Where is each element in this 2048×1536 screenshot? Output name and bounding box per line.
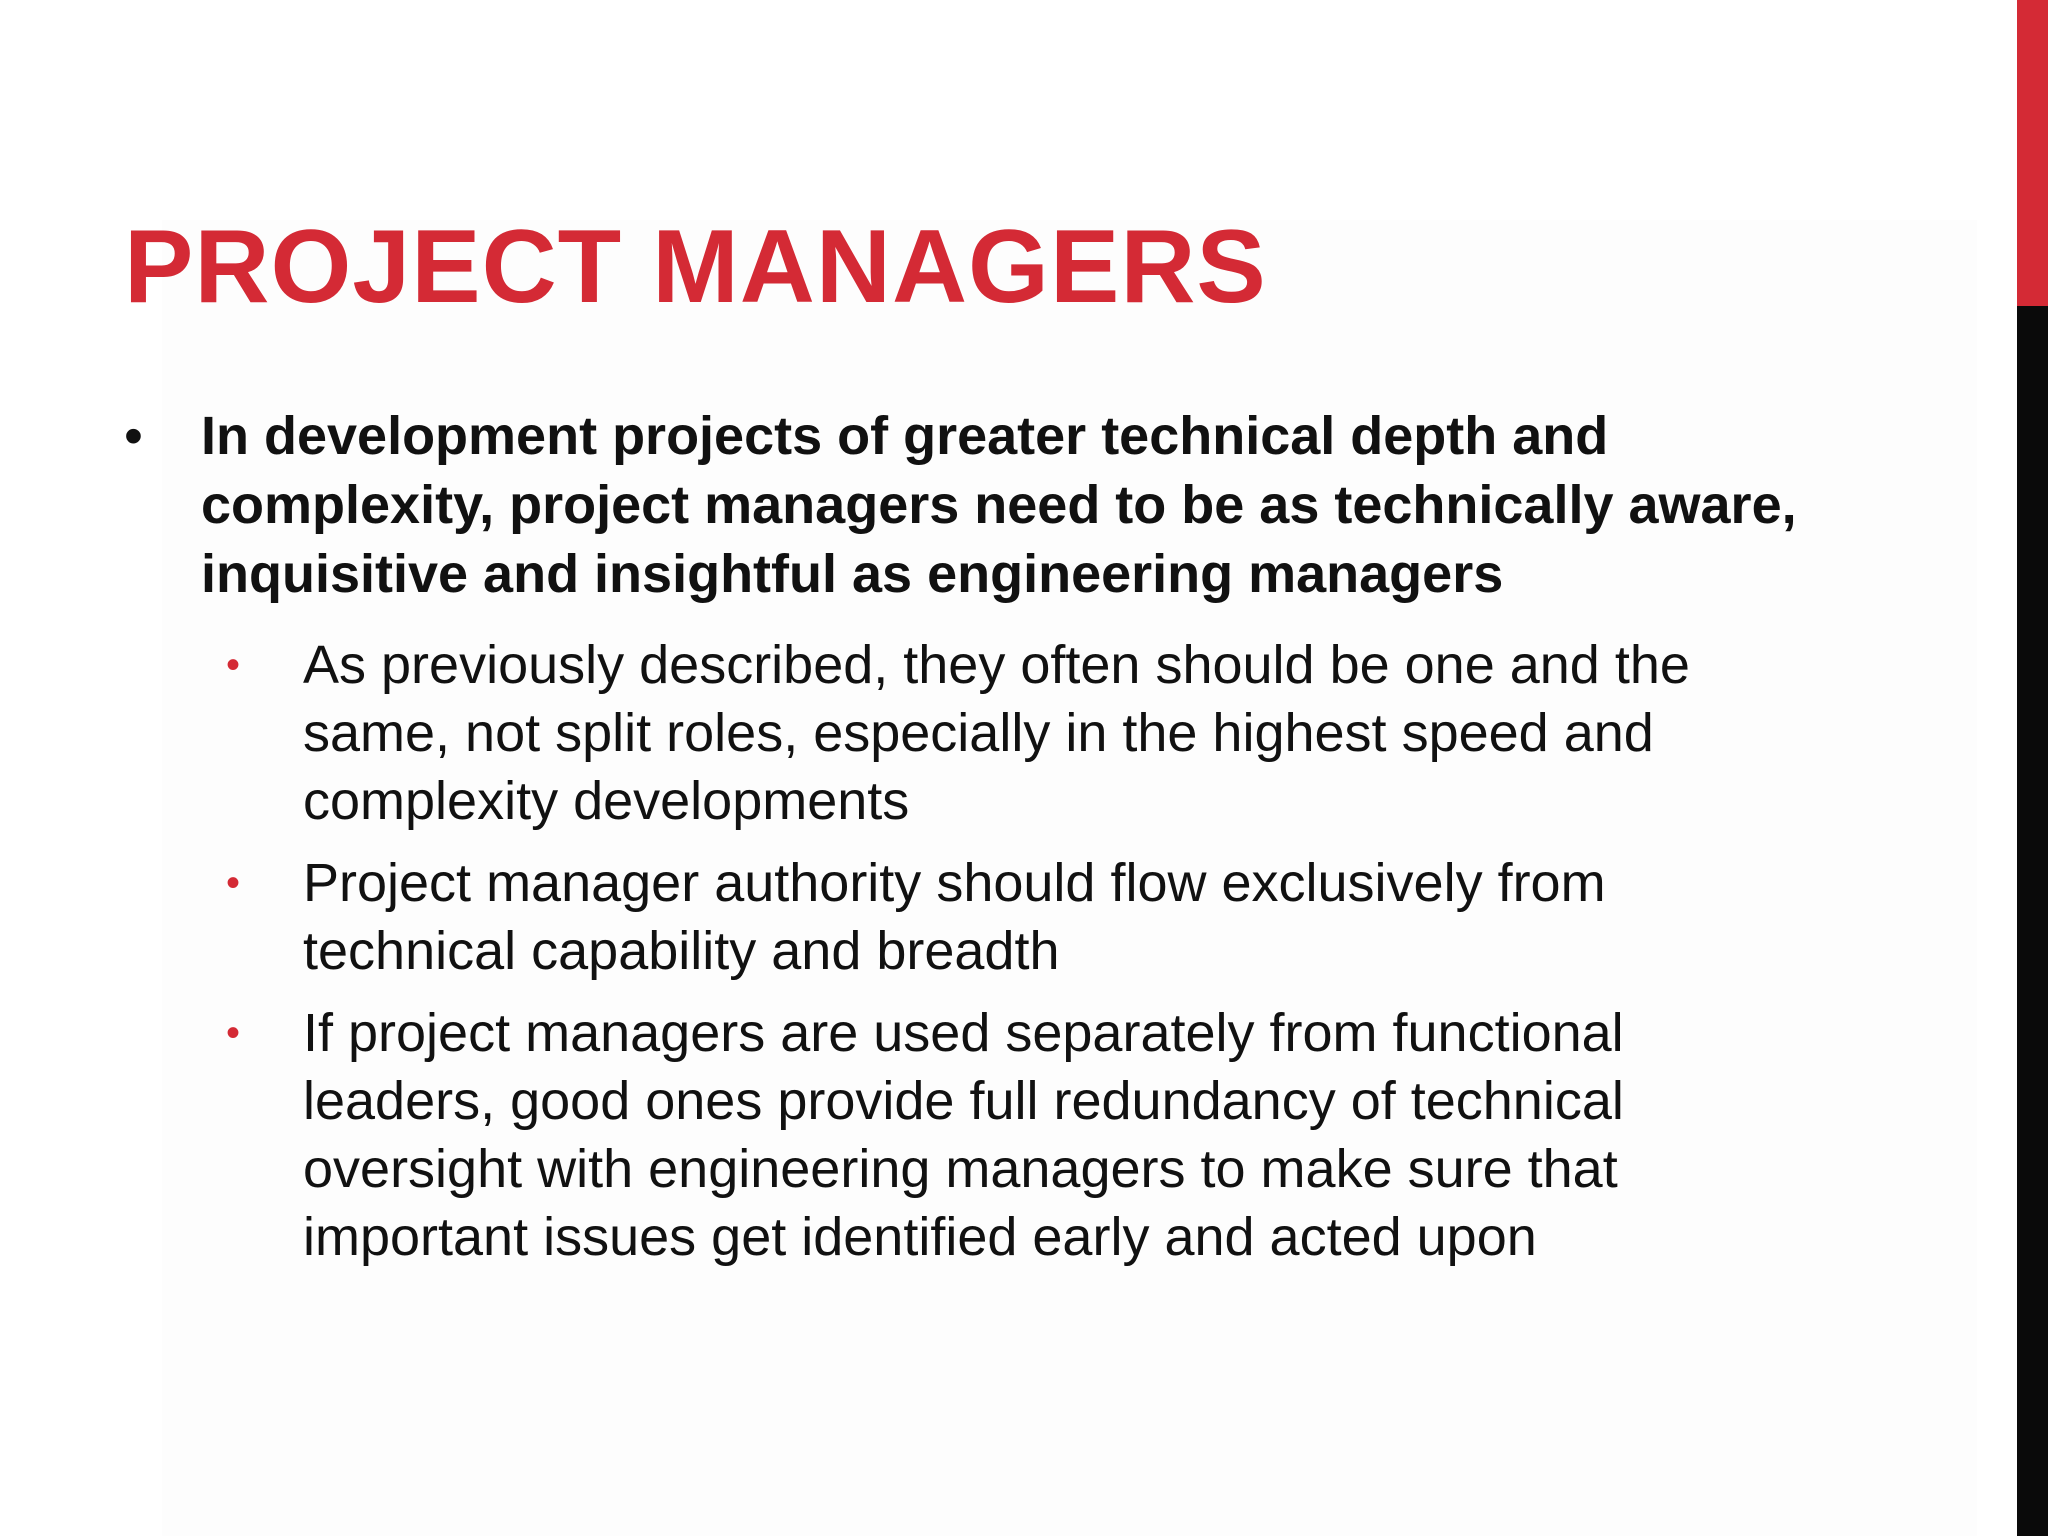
side-accent-bar-red <box>2017 0 2048 306</box>
side-accent-bar-black <box>2017 306 2048 1536</box>
sub-bullet-point <box>124 849 1824 985</box>
red-bullet-icon: • <box>226 643 241 687</box>
sub-bullet-list <box>124 631 1824 1271</box>
sub-bullet-text: If project managers are used separately from functional leaders, good ones provide full redundancy of technical oversight with engineering managers to make sure that important issues get identified early and acted upon <box>303 1003 1624 1267</box>
sub-bullet-point <box>124 999 1824 1271</box>
slide-title: PROJECT MANAGERS <box>124 209 1267 325</box>
main-bullet-text: In development projects of greater technical depth and complexity, project managers need to be as technically aware, inquisitive and insightful as engineering managers <box>201 406 1797 604</box>
bullet-icon: • <box>124 406 143 466</box>
sub-bullet-point <box>124 631 1824 835</box>
slide-body <box>124 402 1824 1285</box>
main-bullet-point <box>124 402 1824 609</box>
sub-bullet-text: Project manager authority should flow exclusively from technical capability and breadth <box>303 853 1606 981</box>
sub-bullet-text: As previously described, they often should be one and the same, not split roles, especially in the highest speed and complexity developments <box>303 635 1690 831</box>
red-bullet-icon: • <box>226 1011 241 1055</box>
red-bullet-icon: • <box>226 861 241 905</box>
